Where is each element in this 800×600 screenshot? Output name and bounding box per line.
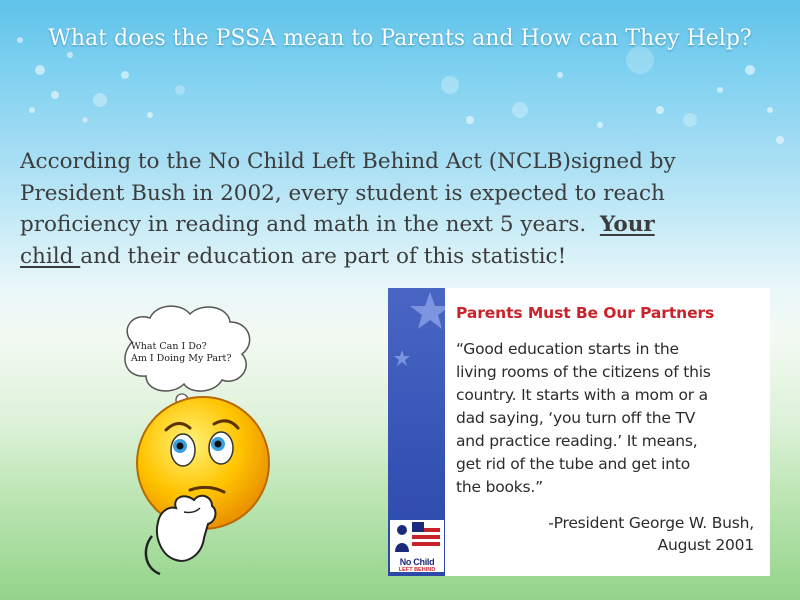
thinking-smiley-icon — [128, 388, 278, 578]
flag-kids-icon — [390, 520, 444, 556]
body-text-segment: and their education are part of this statistic! — [80, 243, 567, 269]
slide-title: What does the PSSA mean to Parents and How can They Help? — [48, 26, 752, 51]
logo-subtext: LEFT BEHIND — [398, 567, 436, 573]
body-line: President Bush in 2002, every student is expected to reach — [20, 180, 665, 206]
attribution-line: -President George W. Bush, — [548, 514, 754, 532]
body-paragraph — [20, 146, 760, 272]
body-text-segment: proficiency in reading and math in the next 5 years. — [20, 212, 600, 237]
logo-text: No Child — [399, 557, 435, 567]
quote-line: living rooms of the citizens of this — [456, 363, 711, 381]
quote-line: country. It starts with a mom or a — [456, 386, 708, 404]
attribution-line: August 2001 — [657, 536, 754, 554]
body-line: According to the No Child Left Behind Act (NCLB)signed by — [20, 149, 676, 174]
body-line — [20, 241, 760, 273]
card-heading: Parents Must Be Our Partners — [456, 304, 715, 322]
body-line — [20, 209, 760, 241]
quote-attribution — [454, 512, 754, 556]
thought-bubble-text — [131, 341, 261, 365]
thought-line: What Can I Do? — [131, 341, 207, 352]
quote-line: “Good education starts in the — [456, 340, 679, 358]
thought-line: Am I Doing My Part? — [131, 353, 232, 364]
bubble-decoration — [0, 0, 800, 160]
quote-line: the books.” — [456, 478, 543, 496]
quote-line: get rid of the tube and get into — [456, 455, 691, 473]
quote-line: dad saying, ‘you turn off the TV — [456, 409, 696, 427]
card-quote — [456, 338, 766, 499]
quote-line: and practice reading.’ It means, — [456, 432, 698, 450]
quote-card — [388, 288, 770, 576]
underlined-child: child — [20, 243, 81, 269]
underlined-your: Your — [599, 212, 655, 237]
